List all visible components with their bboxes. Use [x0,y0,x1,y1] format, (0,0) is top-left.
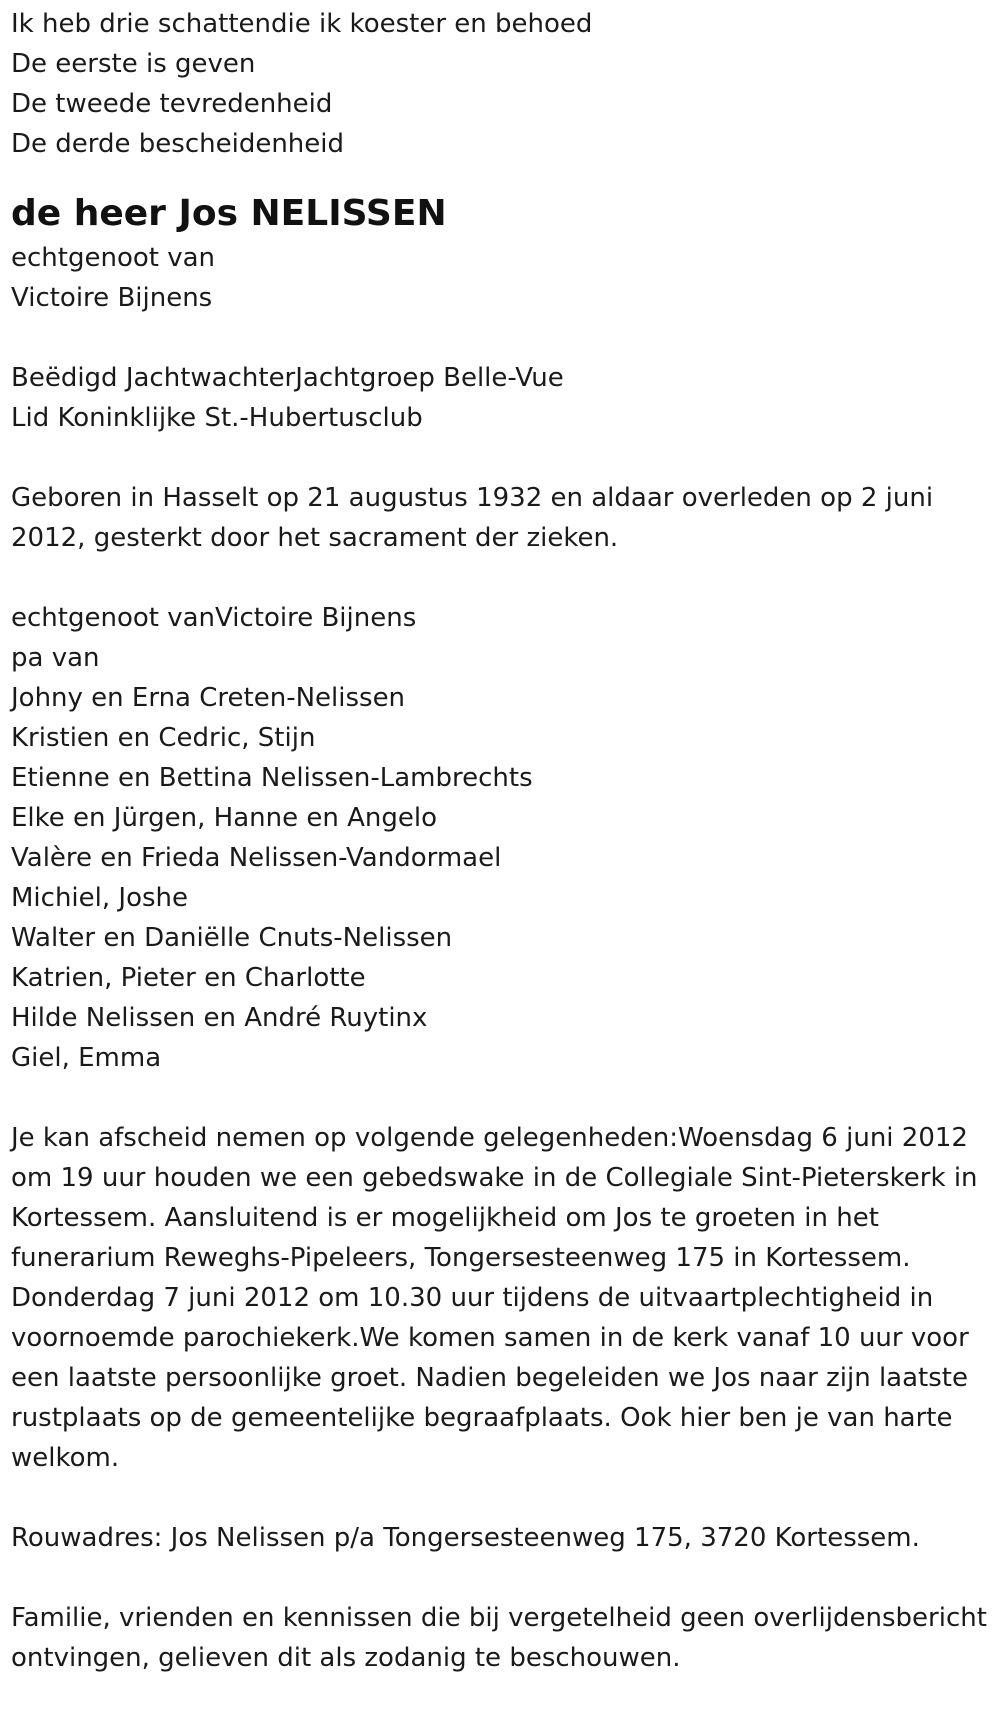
birth-death-paragraph: Geboren in Hasselt op 21 augustus 1932 en aldaar overleden op 2 juni 2012, gesterkt door het sacrament der zieken. [11,483,934,553]
family-line: Katrien, Pieter en Charlotte [11,963,366,993]
family-line: Walter en Daniëlle Cnuts-Nelissen [11,923,453,953]
family-line: Michiel, Joshe [11,883,188,913]
family-line: Johny en Erna Creten-Nelissen [11,683,406,713]
membership-line: Lid Koninklijke St.-Hubertusclub [11,403,423,433]
spouse-block [11,238,996,318]
poem-line: De derde bescheidenheid [11,129,344,159]
deceased-name: de heer Jos NELISSEN [11,193,447,234]
spouse-line: Victoire Bijnens [11,283,213,313]
family-line: Etienne en Bettina Nelissen-Lambrechts [11,763,533,793]
family-line: Giel, Emma [11,1043,162,1073]
membership-line: Beëdigd JachtwachterJachtgroep Belle-Vue [11,363,564,393]
poem-line: Ik heb drie schattendie ik koester en behoed [11,9,593,39]
family-line: Kristien en Cedric, Stijn [11,723,316,753]
farewell-paragraph: Je kan afscheid nemen op volgende gelegenheden:Woensdag 6 juni 2012 om 19 uur houden we een gebedswake in de Collegiale Sint-Pieterskerk in Kortessem. Aansluitend is er mogelijkheid om Jos te groeten in het funerarium Reweghs-Pipeleers, Tongersesteenweg 175 in Kortessem. Donderdag 7 juni 2012 om 10.30 uur tijdens de uitvaartplechtigheid in voornoemde parochiekerk.We komen samen in de kerk vanaf 10 uur voor een laatste persoonlijke groet. Nadien begeleiden we Jos naar zijn laatste rustplaats op de gemeentelijke begraafplaats. Ook hier ben je van harte welkom. [11,1123,978,1473]
family-line: Hilde Nelissen en André Ruytinx [11,1003,428,1033]
family-line: echtgenoot vanVictoire Bijnens [11,603,417,633]
mourning-address: Rouwadres: Jos Nelissen p/a Tongersesteenweg 175, 3720 Kortessem. [11,1523,920,1553]
family-line: Elke en Jürgen, Hanne en Angelo [11,803,438,833]
spouse-line: echtgenoot van [11,243,216,273]
poem-line: De eerste is geven [11,49,256,79]
family-line: Valère en Frieda Nelissen-Vandormael [11,843,502,873]
family-line: pa van [11,643,100,673]
poem-line: De tweede tevredenheid [11,89,333,119]
obituary-document [11,4,996,1678]
family-list [11,598,996,1078]
closing-paragraph: Familie, vrienden en kennissen die bij vergetelheid geen overlijdensbericht ontvingen, gelieven dit als zodanig te beschouwen. [11,1603,987,1673]
memberships-block [11,358,996,438]
poem [11,4,996,164]
